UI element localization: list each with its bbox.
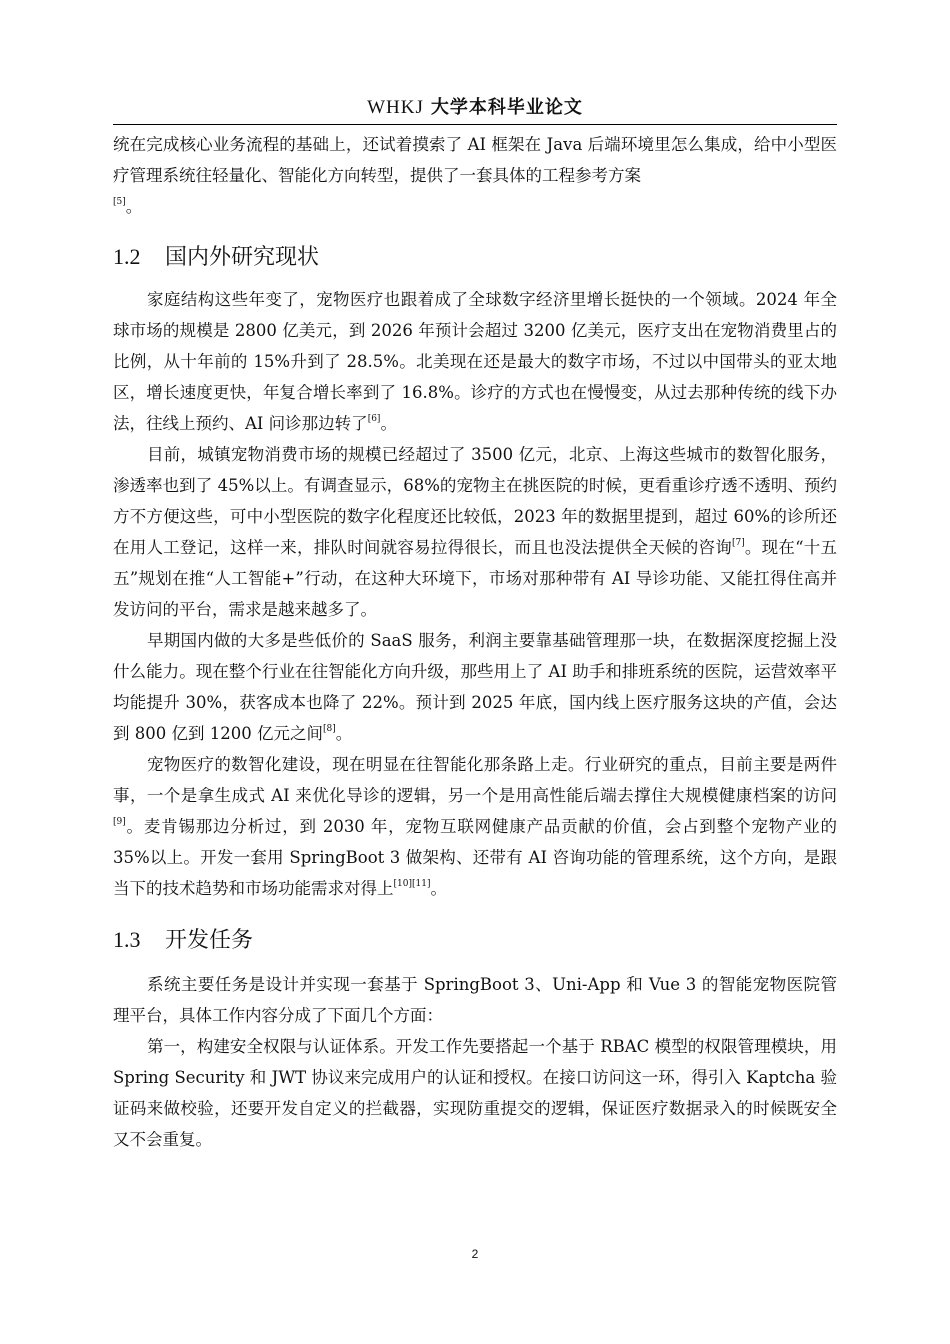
citation-7: [7] xyxy=(731,537,745,548)
paragraph-text: 。现在“十五五”规划在推“人工智能+”行动，在这种大环境下，市场对那种带有 AI 导诊功能、又能扛得住高并发访问的平台，需求是越来越多了。 xyxy=(113,538,838,619)
citation-9: [9] xyxy=(113,816,126,827)
section-number: 1.2 xyxy=(113,244,141,269)
section-number: 1.3 xyxy=(113,927,141,952)
running-header xyxy=(113,93,837,123)
section-title: 国内外研究现状 xyxy=(165,245,320,270)
body-text xyxy=(113,129,837,1155)
paragraph-1-2-1 xyxy=(113,284,837,439)
citation-8: [8] xyxy=(322,723,336,734)
paragraph-text: 家庭结构这些年变了，宠物医疗也跟着成了全球数字经济里增长挺快的一个领域。2024 年全球市场的规模是 2800 亿美元，到 2026 年预计会超过 3200 亿美元，医疗支出在宠物消费里占的比例，从十年前的 15%升到了 28.5%。北美现在还是最大的数字市场，不过以中国带头的亚太地区，增长速度更快，年复合增长率到了 16.8%。诊疗的方式也在慢慢变，从过去那种传统的线下办法，往线上预约、AI 问诊那边转了 xyxy=(113,290,837,433)
intro-text: 统在完成核心业务流程的基础上，还试着摸索了 AI 框架在 Java 后端环境里怎么集成，给中小型医疗管理系统往轻量化、智能化方向转型，提供了一套具体的工程参考方案 xyxy=(113,135,837,185)
paragraph-text: 目前，城镇宠物消费市场的规模已经超过了 3500 亿元，北京、上海这些城市的数智化服务，渗透率也到了 45%以上。有调查显示，68%的宠物主在挑医院的时候，更看重诊疗透不透明、预约方不方便这些，可中小型医院的数字化程度还比较低，2023 年的数据里提到，超过 60%的诊所还在用人工登记，这样一来，排队时间就容易拉得很长，而且也没法提供全天候的咨询 xyxy=(113,445,837,557)
citation-10-11: [10][11] xyxy=(393,878,431,889)
paragraph-1-3-1: 系统主要任务是设计并实现一套基于 SpringBoot 3、Uni-App 和 Vue 3 的智能宠物医院管理平台，具体工作内容分成了下面几个方面： xyxy=(113,975,837,1025)
citation-5: [5] xyxy=(113,196,126,207)
header-latin: WHKJ xyxy=(367,97,424,118)
intro-paragraph xyxy=(113,129,837,222)
paragraph-1-2-2 xyxy=(113,439,837,625)
paragraph-end: 。 xyxy=(430,879,447,898)
header-title: 大学本科毕业论文 xyxy=(430,97,583,118)
paragraph-text: 早期国内做的大多是些低价的 SaaS 服务，利润主要靠基础管理那一块，在数据深度挖掘上没什么能力。现在整个行业在往智能化方向升级，那些用上了 AI 助手和排班系统的医院，运营效率平均能提升 30%，获客成本也降了 22%。预计到 2025 年底，国内线上医疗服务这块的产值，会达到 800 亿到 1200 亿元之间 xyxy=(113,631,837,743)
paragraph-text: 宠物医疗的数智化建设，现在明显在往智能化那条路上走。行业研究的重点，目前主要是两件事，一个是拿生成式 AI 来优化导诊的逻辑，另一个是用高性能后端去撑住大规模健康档案的访问 xyxy=(113,755,837,805)
page-number: 2 xyxy=(471,1247,479,1261)
paragraph-text: 。麦肯锡那边分析过，到 2030 年，宠物互联网健康产品贡献的价值，会占到整个宠物产业的 35%以上。开发一套用 SpringBoot 3 做架构、还带有 AI 咨询功能的管理系统，这个方向，是跟当下的技术趋势和市场功能需求对得上 xyxy=(113,817,837,898)
header-rule xyxy=(113,124,837,125)
paragraph-1-2-4 xyxy=(113,749,837,904)
section-heading-1-3 xyxy=(113,924,837,955)
paragraph-end: 。 xyxy=(380,414,397,433)
paragraph-end: 。 xyxy=(335,724,353,743)
section-heading-1-2 xyxy=(113,241,837,272)
intro-end: 。 xyxy=(125,197,143,216)
paragraph-1-3-2: 第一，构建安全权限与认证体系。开发工作先要搭起一个基于 RBAC 模型的权限管理模块，用 Spring Security 和 JWT 协议来完成用户的认证和授权。在接口访问这一环，得引入 Kaptcha 验证码来做校验，还要开发自定义的拦截器，实现防重提交的逻辑，保证医疗数据录入的时候既安全又不会重复。 xyxy=(113,1037,837,1149)
paragraph-1-2-3 xyxy=(113,625,837,749)
citation-6: [6] xyxy=(367,413,381,424)
section-title: 开发任务 xyxy=(165,928,254,953)
